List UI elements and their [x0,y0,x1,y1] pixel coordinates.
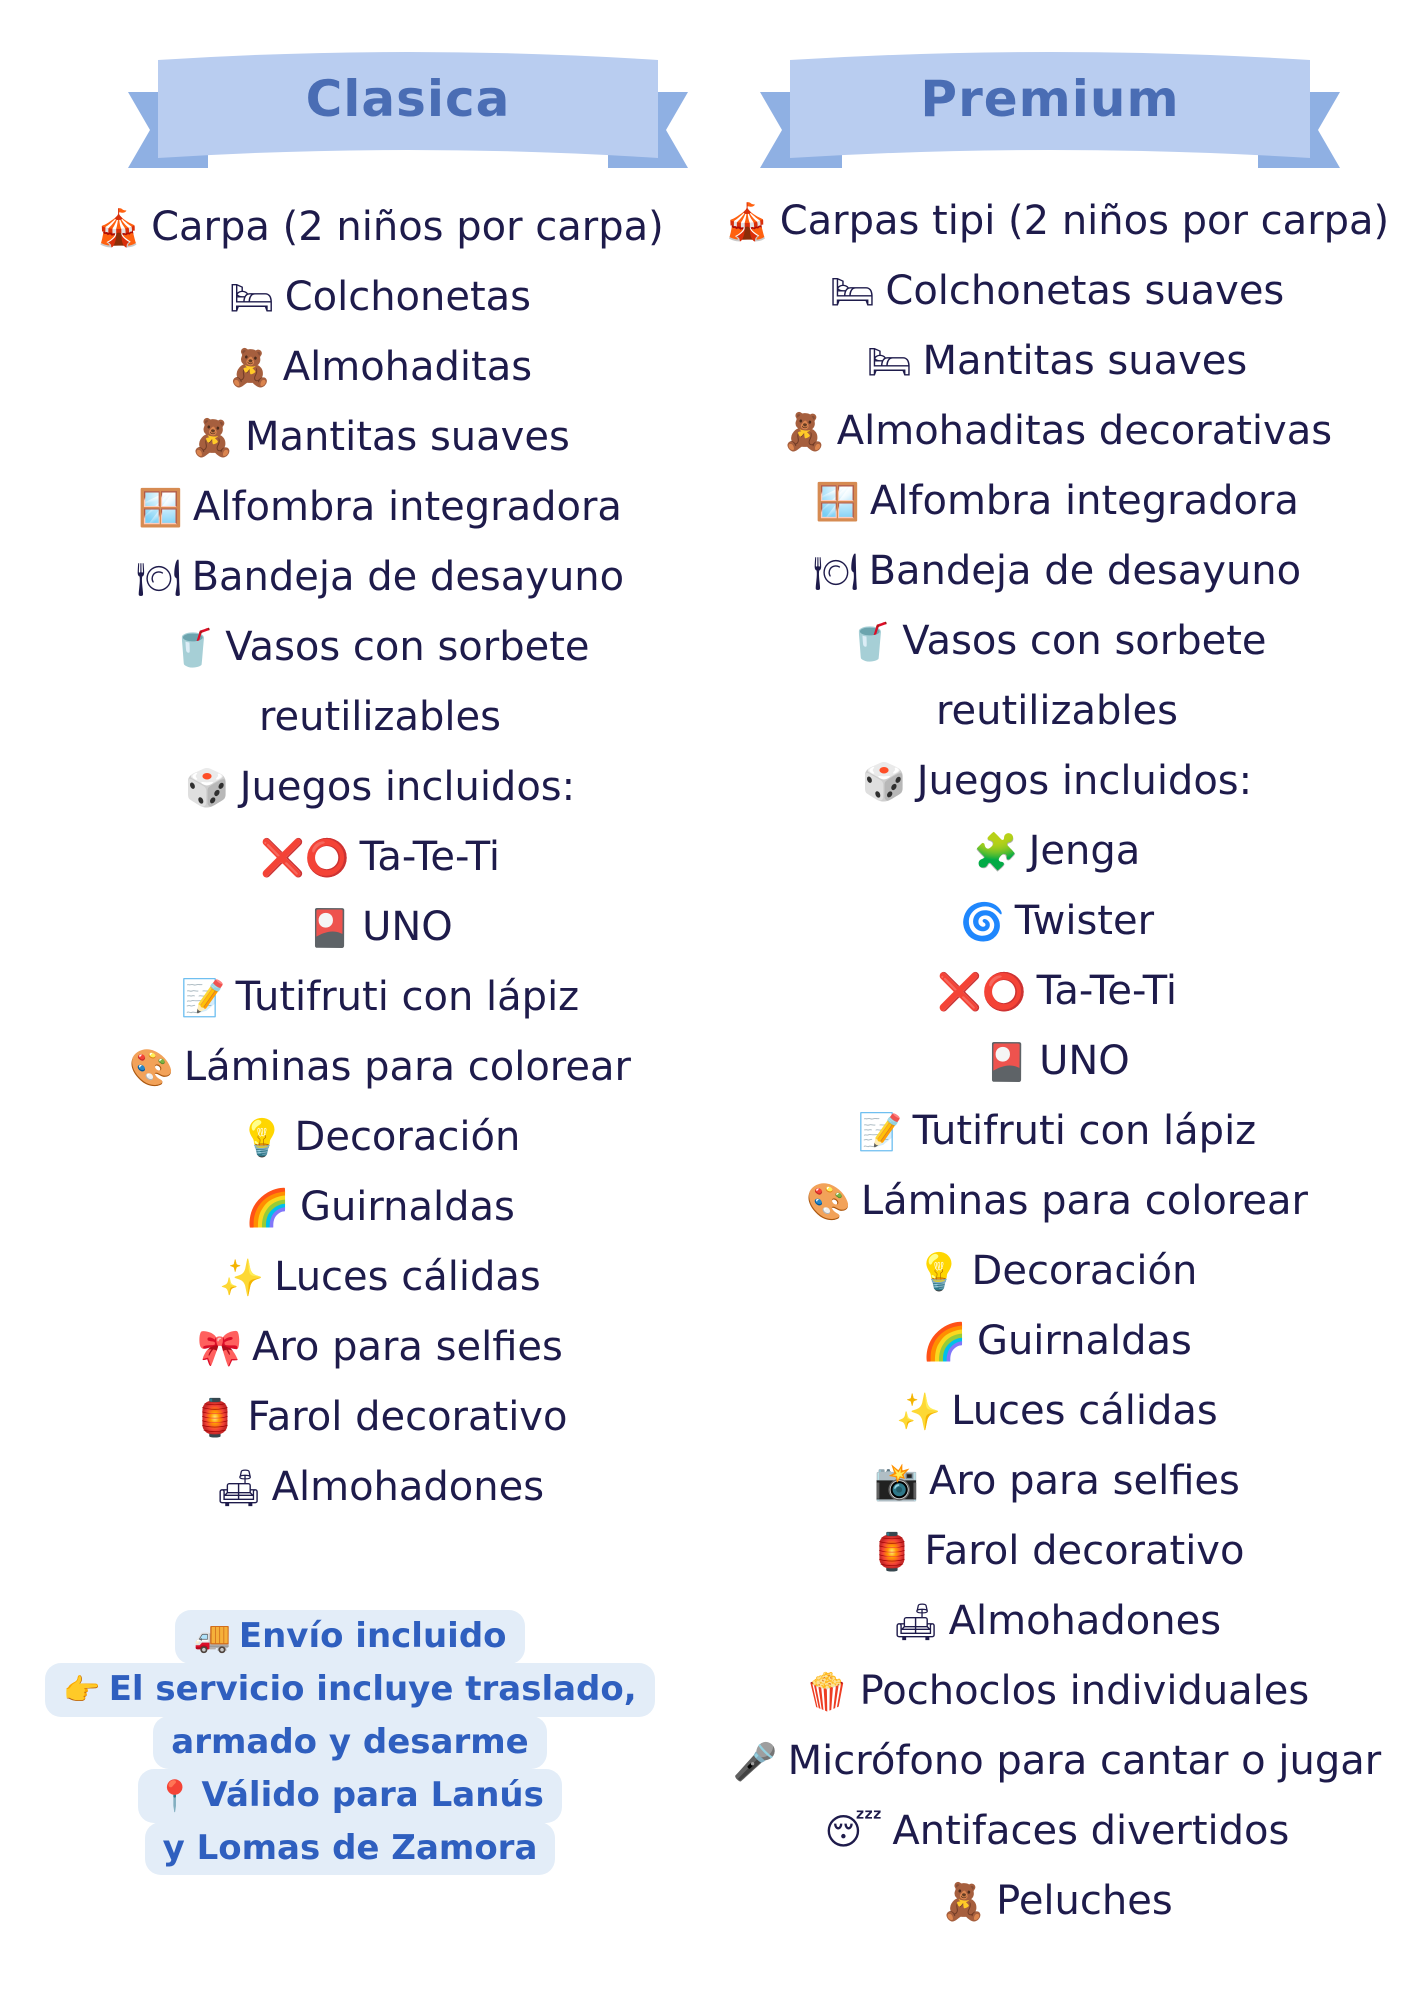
item-label: Farol decorativo [247,1394,568,1440]
rainbow-icon: 🌈 [922,1322,967,1363]
circus-tent-icon: 🎪 [96,208,142,249]
window-icon: 🪟 [815,482,860,523]
teddy-bear-icon: 🧸 [190,418,236,459]
item-label: Luces cálidas [274,1254,541,1300]
list-item [0,332,760,402]
list-item [0,542,760,612]
list-item [700,816,1414,886]
delivery-truck-icon: 🚚 [193,1620,231,1655]
item-label: Guirnaldas [299,1184,515,1230]
couch-icon: 🛋 [892,1602,939,1643]
popcorn-icon: 🍿 [804,1672,850,1713]
item-label: Tutifruti con lápiz [912,1108,1257,1154]
service-notes [30,1610,670,1875]
item-label: Almohadones [271,1464,545,1510]
list-item [700,746,1414,816]
list-item [700,1796,1414,1866]
list-item [700,886,1414,956]
lantern-icon: 🏮 [192,1398,238,1439]
note-line [30,1769,670,1822]
list-item [700,536,1414,606]
palette-icon: 🎨 [129,1048,174,1089]
item-label: Twister [1014,898,1155,944]
item-label: UNO [362,904,453,950]
list-item [700,1376,1414,1446]
bed-icon: 🛏 [829,272,876,313]
note-text: Válido para Lanús [201,1775,544,1815]
item-label: Decoración [294,1114,521,1160]
pointing-hand-icon: 👉 [63,1673,101,1708]
item-label: Alfombra integradora [869,478,1299,524]
list-item [700,466,1414,536]
list-item [0,1242,760,1312]
lantern-icon: 🏮 [869,1532,915,1573]
sparkles-icon: ✨ [219,1258,265,1299]
note-line [30,1716,670,1769]
note-line [30,1822,670,1875]
clasica-title-banner [128,50,688,200]
cyclone-icon: 🌀 [959,902,1005,943]
couch-icon: 🛋 [215,1468,262,1509]
list-item [700,1026,1414,1096]
item-label: Láminas para colorear [860,1178,1308,1224]
list-item [0,752,760,822]
sparkles-icon: ✨ [896,1392,942,1433]
list-item [700,1726,1414,1796]
note-text: Envío incluido [238,1616,507,1656]
list-item [700,1656,1414,1726]
item-label: Micrófono para cantar o jugar [787,1738,1382,1784]
list-item [0,822,760,892]
item-label: Almohaditas [282,344,533,390]
item-label: Ta-Te-Ti [359,834,501,880]
plate-icon: 🍽 [135,558,182,599]
list-item [0,1382,760,1452]
sleeping-face-icon: 😴 [824,1812,883,1853]
cup-straw-icon: 🥤 [170,628,216,669]
list-item [0,892,760,962]
item-label: Almohaditas decorativas [836,408,1333,454]
note-text: armado y desarme [171,1722,529,1762]
clasica-item-list [0,192,760,1522]
list-item [0,262,760,332]
x-o-icon: ❌⭕ [936,972,1027,1013]
list-item [700,1516,1414,1586]
item-label: Vasos con sorbete [225,624,590,670]
item-label: Pochoclos individuales [859,1668,1310,1714]
list-item [700,676,1414,746]
item-label: Ta-Te-Ti [1036,968,1178,1014]
item-label: Alfombra integradora [192,484,622,530]
list-item [0,962,760,1032]
item-label: UNO [1039,1038,1130,1084]
item-label: Juegos incluidos: [916,758,1253,804]
list-item [0,682,760,752]
item-label: Mantitas suaves [922,338,1248,384]
item-label: Decoración [971,1248,1198,1294]
item-label: Colchonetas [284,274,532,320]
item-label: Bandeja de desayuno [191,554,625,600]
note-pill [138,1769,562,1823]
dice-icon: 🎲 [184,768,230,809]
x-o-icon: ❌⭕ [259,838,350,879]
list-item [700,1866,1414,1936]
item-label: Vasos con sorbete [902,618,1267,664]
note-line [30,1663,670,1716]
note-pill [175,1610,524,1664]
item-label: reutilizables [258,694,501,740]
uno-card-icon: 🎴 [307,908,353,949]
list-item [0,1312,760,1382]
list-item [0,612,760,682]
list-item [700,1096,1414,1166]
item-label: Carpa (2 niños por carpa) [151,204,664,250]
item-label: Almohadones [948,1598,1222,1644]
item-label: Luces cálidas [951,1388,1218,1434]
bed-icon: 🛏 [866,342,913,383]
list-item [0,1172,760,1242]
light-bulb-icon: 💡 [239,1118,285,1159]
note-text: El servicio incluye traslado, [108,1669,637,1709]
window-icon: 🪟 [138,488,183,529]
list-item [700,326,1414,396]
list-item [0,192,760,262]
item-label: Bandeja de desayuno [868,548,1302,594]
microphone-icon: 🎤 [732,1742,778,1783]
round-pin-icon: 📍 [156,1779,194,1814]
list-item [700,1586,1414,1656]
note-line [30,1610,670,1663]
item-label: Carpas tipi (2 niños por carpa) [779,198,1390,244]
item-label: Colchonetas suaves [885,268,1285,314]
premium-title: Premium [920,70,1180,128]
item-label: Láminas para colorear [183,1044,631,1090]
memo-icon: 📝 [857,1112,903,1153]
list-item [700,256,1414,326]
note-pill [153,1716,546,1769]
premium-title-banner [760,50,1340,200]
item-label: Aro para selfies [251,1324,563,1370]
item-label: Jenga [1028,828,1141,874]
cup-straw-icon: 🥤 [847,622,893,663]
note-pill [45,1663,654,1717]
item-label: Aro para selfies [928,1458,1240,1504]
uno-card-icon: 🎴 [984,1042,1030,1083]
rainbow-icon: 🌈 [245,1188,290,1229]
item-label: reutilizables [935,688,1178,734]
item-label: Juegos incluidos: [239,764,576,810]
premium-item-list [700,186,1414,1936]
memo-icon: 📝 [180,978,226,1019]
item-label: Mantitas suaves [245,414,570,460]
note-text: y Lomas de Zamora [162,1828,538,1868]
list-item [0,1032,760,1102]
note-pill [145,1822,556,1875]
item-label: Farol decorativo [924,1528,1245,1574]
puzzle-icon: 🧩 [973,832,1019,873]
teddy-bear-icon: 🧸 [227,348,273,389]
dice-icon: 🎲 [861,762,907,803]
list-item [700,1306,1414,1376]
plate-icon: 🍽 [812,552,859,593]
list-item [700,1236,1414,1306]
light-bulb-icon: 💡 [916,1252,962,1293]
list-item [700,606,1414,676]
bed-icon: 🛏 [228,278,275,319]
list-item [0,402,760,472]
clasica-title: Clasica [305,70,511,128]
list-item [0,1102,760,1172]
item-label: Guirnaldas [976,1318,1192,1364]
circus-tent-icon: 🎪 [724,202,770,243]
teddy-bear-icon: 🧸 [941,1882,987,1923]
item-label: Peluches [996,1878,1173,1924]
list-item [700,956,1414,1026]
item-label: Tutifruti con lápiz [235,974,580,1020]
item-label: Antifaces divertidos [892,1808,1290,1854]
camera-flash-icon: 📸 [874,1462,919,1503]
list-item [700,1446,1414,1516]
list-item [700,186,1414,256]
ribbon-bow-icon: 🎀 [197,1328,242,1369]
teddy-bear-icon: 🧸 [781,412,827,453]
list-item [700,396,1414,466]
palette-icon: 🎨 [806,1182,851,1223]
list-item [700,1166,1414,1236]
list-item [0,1452,760,1522]
list-item [0,472,760,542]
